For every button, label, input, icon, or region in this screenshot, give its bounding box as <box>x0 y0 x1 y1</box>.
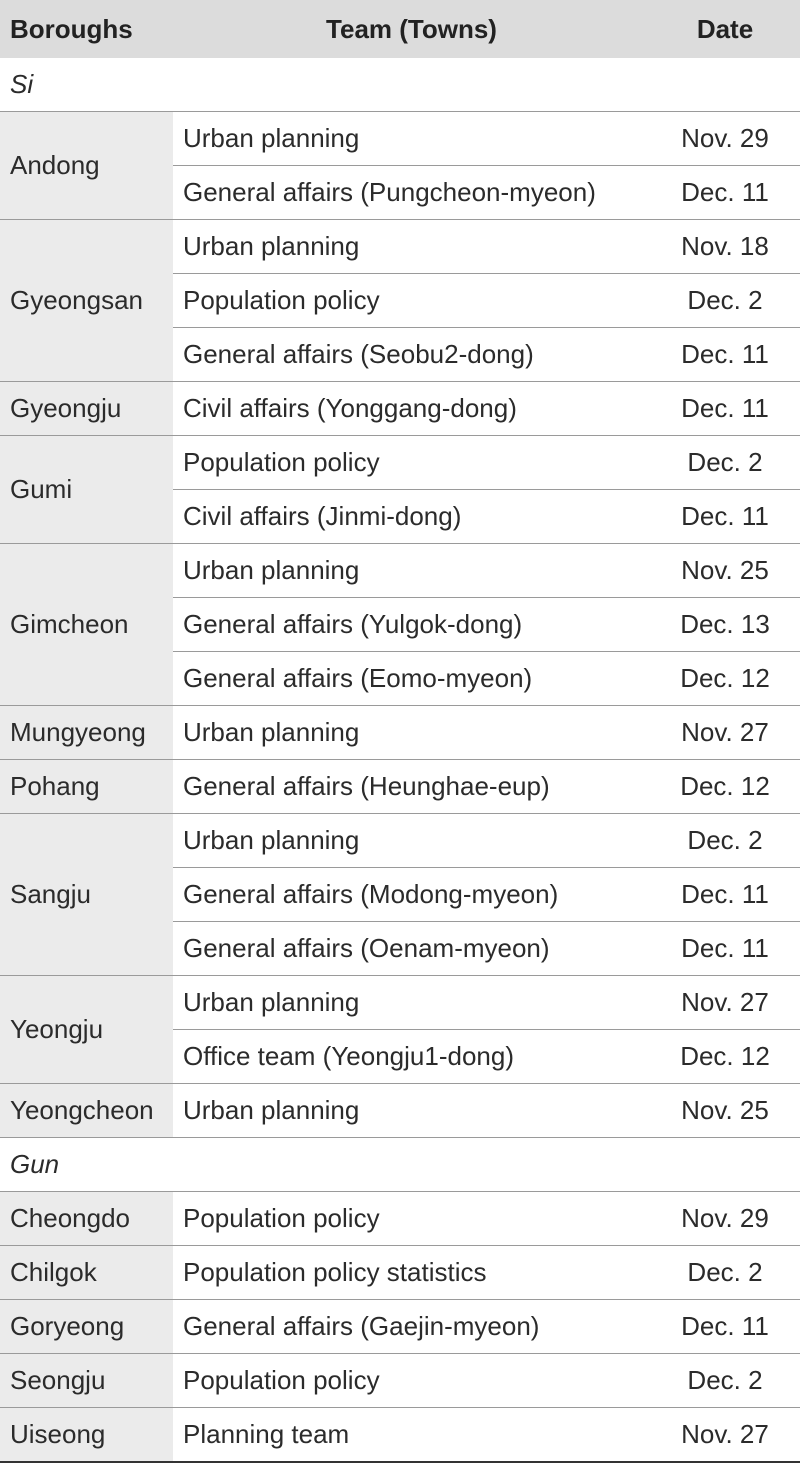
date-cell: Dec. 12 <box>650 1030 800 1084</box>
table-row <box>0 760 800 814</box>
team-cell: Office team (Yeongju1-dong) <box>173 1030 650 1084</box>
header-team: Team (Towns) <box>173 0 650 58</box>
date-cell: Nov. 25 <box>650 1084 800 1138</box>
team-cell: Population policy <box>173 274 650 328</box>
borough-cell: Gyeongju <box>0 382 173 436</box>
borough-cell: Cheongdo <box>0 1192 173 1246</box>
date-cell: Nov. 27 <box>650 706 800 760</box>
date-cell: Nov. 27 <box>650 1408 800 1463</box>
team-cell: Population policy statistics <box>173 1246 650 1300</box>
borough-cell: Uiseong <box>0 1408 173 1463</box>
team-cell: Civil affairs (Jinmi-dong) <box>173 490 650 544</box>
team-cell: Urban planning <box>173 112 650 166</box>
table-row <box>0 1192 800 1246</box>
borough-cell: Pohang <box>0 760 173 814</box>
table-row <box>0 976 800 1030</box>
table-row <box>0 1246 800 1300</box>
team-cell: Urban planning <box>173 976 650 1030</box>
borough-cell: Chilgok <box>0 1246 173 1300</box>
table-row <box>0 382 800 436</box>
date-cell: Nov. 18 <box>650 220 800 274</box>
team-cell: Planning team <box>173 1408 650 1463</box>
date-cell: Dec. 2 <box>650 1354 800 1408</box>
team-cell: Population policy <box>173 1192 650 1246</box>
date-cell: Dec. 12 <box>650 760 800 814</box>
borough-cell: Yeongcheon <box>0 1084 173 1138</box>
borough-cell: Gimcheon <box>0 544 173 706</box>
team-cell: Urban planning <box>173 814 650 868</box>
team-cell: Population policy <box>173 1354 650 1408</box>
team-cell: General affairs (Oenam-myeon) <box>173 922 650 976</box>
section-row <box>0 58 800 112</box>
date-cell: Dec. 11 <box>650 868 800 922</box>
table-row <box>0 112 800 166</box>
team-cell: General affairs (Modong-myeon) <box>173 868 650 922</box>
team-cell: Urban planning <box>173 1084 650 1138</box>
date-cell: Dec. 11 <box>650 922 800 976</box>
team-cell: General affairs (Yulgok-dong) <box>173 598 650 652</box>
header-boroughs: Boroughs <box>0 0 173 58</box>
table-row <box>0 1300 800 1354</box>
header-date: Date <box>650 0 800 58</box>
team-cell: Urban planning <box>173 544 650 598</box>
team-cell: Urban planning <box>173 706 650 760</box>
table-row <box>0 1354 800 1408</box>
date-cell: Dec. 11 <box>650 328 800 382</box>
borough-cell: Andong <box>0 112 173 220</box>
date-cell: Dec. 11 <box>650 490 800 544</box>
borough-cell: Gumi <box>0 436 173 544</box>
borough-cell: Mungyeong <box>0 706 173 760</box>
date-cell: Dec. 11 <box>650 382 800 436</box>
table-row <box>0 220 800 274</box>
date-cell: Dec. 13 <box>650 598 800 652</box>
team-cell: Civil affairs (Yonggang-dong) <box>173 382 650 436</box>
borough-cell: Sangju <box>0 814 173 976</box>
team-cell: General affairs (Eomo-myeon) <box>173 652 650 706</box>
team-cell: General affairs (Gaejin-myeon) <box>173 1300 650 1354</box>
borough-cell: Yeongju <box>0 976 173 1084</box>
date-cell: Nov. 27 <box>650 976 800 1030</box>
team-cell: General affairs (Pungcheon-myeon) <box>173 166 650 220</box>
date-cell: Nov. 25 <box>650 544 800 598</box>
date-cell: Dec. 12 <box>650 652 800 706</box>
section-row <box>0 1138 800 1192</box>
team-cell: Urban planning <box>173 220 650 274</box>
date-cell: Dec. 2 <box>650 1246 800 1300</box>
table-header <box>0 0 800 58</box>
table-row <box>0 814 800 868</box>
table-row <box>0 436 800 490</box>
section-label: Si <box>0 58 800 112</box>
table-row <box>0 1408 800 1463</box>
date-cell: Dec. 2 <box>650 436 800 490</box>
team-cell: General affairs (Seobu2-dong) <box>173 328 650 382</box>
date-cell: Nov. 29 <box>650 1192 800 1246</box>
date-cell: Nov. 29 <box>650 112 800 166</box>
table-row <box>0 706 800 760</box>
borough-cell: Goryeong <box>0 1300 173 1354</box>
section-label: Gun <box>0 1138 800 1192</box>
date-cell: Dec. 11 <box>650 166 800 220</box>
team-cell: General affairs (Heunghae-eup) <box>173 760 650 814</box>
date-cell: Dec. 2 <box>650 814 800 868</box>
table-row <box>0 544 800 598</box>
borough-cell: Seongju <box>0 1354 173 1408</box>
table-row <box>0 1084 800 1138</box>
borough-cell: Gyeongsan <box>0 220 173 382</box>
date-cell: Dec. 2 <box>650 274 800 328</box>
table-body <box>0 58 800 1462</box>
team-cell: Population policy <box>173 436 650 490</box>
date-cell: Dec. 11 <box>650 1300 800 1354</box>
header-row <box>0 0 800 58</box>
